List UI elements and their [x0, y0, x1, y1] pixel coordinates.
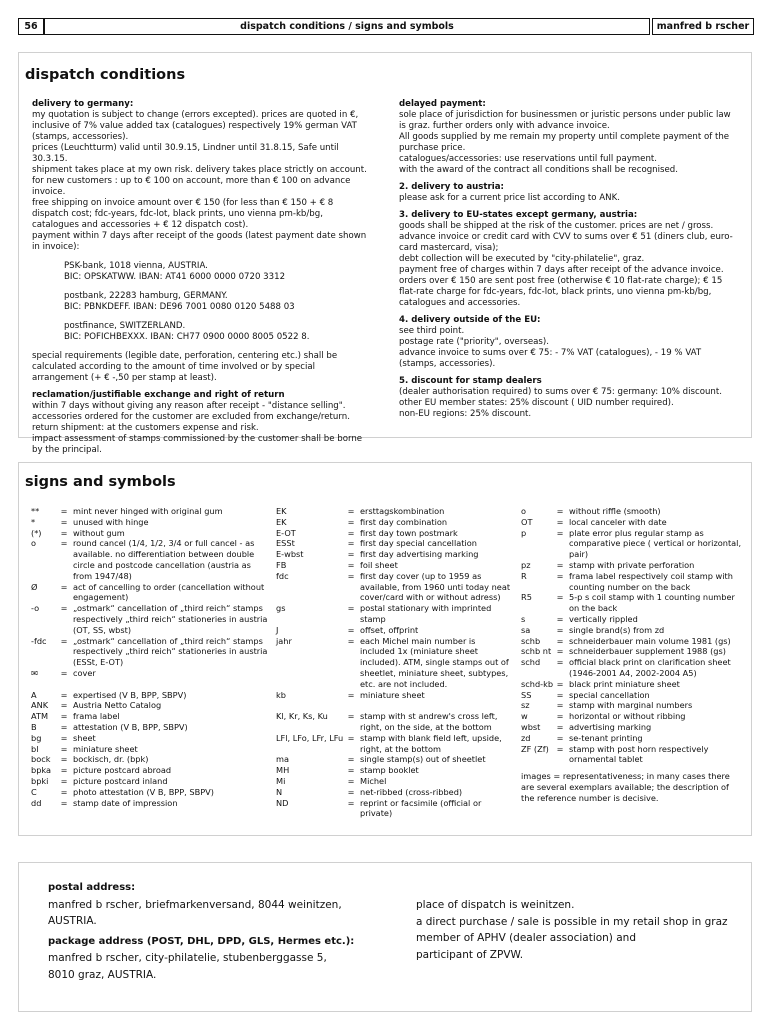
sign-meaning: net-ribbed (cross-ribbed) [360, 786, 463, 797]
signs-column-3 [521, 506, 743, 765]
sign-key: E-OT [276, 527, 296, 538]
sign-key: p [521, 527, 527, 538]
sign-meaning: frama label [73, 711, 120, 722]
sign-entry [31, 733, 269, 744]
sign-key: ESSt [276, 538, 295, 549]
equals-sign: = [556, 743, 564, 754]
dispatch-info-line: a direct purchase / sale is possible in my retail shop in graz [416, 915, 728, 928]
sign-meaning: official black print on clarification sheet (1946-2001 A4, 2002-2004 A5) [569, 657, 731, 678]
equals-sign: = [556, 646, 564, 657]
sign-entry [31, 776, 269, 787]
dispatch-right-column [399, 99, 739, 420]
sign-key: fdc [276, 570, 289, 581]
sign-meaning: act of cancelling to order (cancellation without engagement) [73, 581, 265, 603]
sign-meaning: expertised (V B, BPP, SBPV) [73, 689, 187, 700]
bank-detail-line: BIC: PBNKDEFF. IBAN: DE96 7001 0080 0120 5488 03 [64, 302, 295, 312]
signs-column-2 [276, 506, 511, 819]
dispatch-info-block [416, 897, 746, 963]
sign-meaning: stamp with post horn respectively ornamental tablet [569, 743, 709, 765]
equals-sign: = [347, 786, 355, 797]
sign-key: bl [31, 743, 39, 754]
sign-entry [276, 538, 511, 549]
sign-meaning: stamp with st andrew's cross left, right, on the side, at the bottom [360, 711, 498, 732]
equals-sign: = [60, 754, 68, 765]
section-label: delivery to germany: [32, 99, 134, 109]
sign-entry [521, 722, 743, 733]
sign-key: jahr [276, 635, 292, 646]
paragraph: special requirements (legible date, perforation, centering etc.) shall be calculated according to the amount of time involved or by special arrangement (+ € -,50 per stamp at least). [32, 351, 338, 383]
sign-meaning: plate error plus regular stamp as comparative piece ( vertical or horizontal, pair) [569, 527, 742, 560]
sign-key: bpki [31, 775, 49, 786]
sign-entry [521, 614, 743, 625]
sign-entry [276, 571, 511, 603]
postal-address-line: AUSTRIA. [48, 915, 97, 927]
sign-meaning: schneiderbauer main volume 1981 (gs) [569, 635, 731, 646]
sign-key: -fdc [31, 635, 47, 646]
equals-sign: = [60, 516, 68, 527]
equals-sign: = [347, 603, 355, 614]
paragraph: non-EU regions: 25% discount. [399, 409, 532, 419]
sign-key: N [276, 786, 283, 797]
sign-meaning: miniature sheet [73, 743, 138, 754]
equals-sign: = [347, 732, 355, 743]
sign-meaning: Michel [360, 775, 387, 786]
sign-entry [276, 787, 511, 798]
sign-meaning: single stamp(s) out of sheetlet [360, 754, 486, 765]
images-note: images = representativeness; in many cases there are several exemplars available; the description of the reference number is decisive. [521, 771, 730, 803]
paragraph: other EU member states: 25% discount ( UID number required). [399, 398, 674, 408]
sign-entry [276, 603, 511, 625]
equals-sign: = [60, 786, 68, 797]
sign-meaning: picture postcard inland [73, 775, 168, 786]
sign-key: B [31, 721, 37, 732]
sign-key: ZF (Zf) [521, 743, 549, 754]
sign-entry [31, 582, 269, 604]
sign-meaning: first day advertising marking [360, 549, 479, 560]
paragraph: sole place of jurisdiction for businessmen or juristic persons under public law is graz. further orders only with advance invoice. [399, 110, 731, 131]
dispatch-info-line: participant of ZPVW. [416, 948, 524, 961]
sign-meaning: first day town postmark [360, 527, 458, 538]
page-number: 56 [18, 18, 44, 35]
postal-address-line: manfred b rscher, briefmarkenversand, 8044 weinitzen, [48, 898, 342, 911]
sign-key: FB [276, 559, 287, 570]
equals-sign: = [60, 527, 68, 538]
paragraph: with the award of the contract all conditions shall be recognised. [399, 165, 678, 175]
paragraph: within 7 days without giving any reason after receipt - "distance selling". [32, 401, 346, 411]
sign-key: R [521, 570, 527, 581]
bank-detail-line: postfinance, SWITZERLAND. [64, 321, 186, 331]
equals-sign: = [556, 506, 564, 516]
paragraph: return shipment: at the customers expense and risk. [32, 423, 259, 433]
equals-sign: = [556, 613, 564, 624]
sign-entry [276, 517, 511, 528]
sign-key: w [521, 711, 528, 722]
sign-meaning: schneiderbauer supplement 1988 (gs) [569, 646, 726, 657]
sign-key: LFl, LFo, LFr, LFu [276, 732, 344, 743]
sign-key: o [31, 538, 37, 549]
bank-detail-line: BIC: POFICHBEXXX. IBAN: CH77 0900 0000 8005 0522 8. [64, 332, 310, 342]
brand-name: manfred b rscher [652, 18, 754, 35]
sign-meaning: cover [73, 667, 96, 678]
sign-key: schd-kb [521, 678, 554, 689]
sign-key: wbst [521, 721, 541, 732]
equals-sign: = [60, 506, 68, 516]
section-label: reclamation/justifiable exchange and right of return [32, 390, 285, 400]
equals-sign: = [347, 624, 355, 635]
bank-detail-line: PSK-bank, 1018 vienna, AUSTRIA. [64, 261, 208, 271]
sign-key: gs [276, 603, 286, 614]
spacer [32, 253, 370, 261]
sign-key: EK [276, 516, 287, 527]
sign-entry [31, 754, 269, 765]
paragraph: advance invoice to sums over € 75: - 7% VAT (catalogues), - 19 % VAT (stamps, accessories). [399, 348, 702, 369]
sign-meaning: round cancel (1/4, 1/2, 3/4 or full cancel - as available. no differentiation between double circle and postcode cancellation (austria as from 1947/48) [73, 538, 255, 581]
sign-entry [31, 668, 269, 679]
paragraph: goods shall be shipped at the risk of the customer. prices are net / gross. [399, 221, 714, 231]
equals-sign: = [60, 711, 68, 722]
sign-entry [521, 571, 743, 593]
sign-key: zd [521, 732, 531, 743]
equals-sign: = [60, 538, 68, 549]
sign-meaning: black print miniature sheet [569, 678, 680, 689]
sign-entry [276, 776, 511, 787]
sign-key: schb [521, 635, 541, 646]
sign-key: R5 [521, 592, 532, 603]
sign-key: bock [31, 754, 51, 765]
section-label: 5. discount for stamp dealers [399, 376, 542, 386]
equals-sign: = [556, 721, 564, 732]
equals-sign: = [60, 635, 68, 646]
equals-sign: = [556, 678, 564, 689]
equals-sign: = [347, 754, 355, 765]
sign-meaning: reprint or facsimile (official or private) [360, 797, 482, 819]
page-header-title: dispatch conditions / signs and symbols [44, 18, 650, 35]
paragraph: payment free of charges within 7 days after receipt of the advance invoice. [399, 265, 724, 275]
equals-sign: = [347, 797, 355, 808]
paragraph: catalogues/accessories: use reservations until full payment. [399, 154, 658, 164]
sign-key: C [31, 786, 37, 797]
sign-entry [31, 787, 269, 798]
sign-entry [521, 657, 743, 679]
sign-entry [276, 549, 511, 560]
section-label: 4. delivery outside of the EU: [399, 315, 541, 325]
equals-sign: = [347, 538, 355, 549]
sign-meaning: special cancellation [569, 689, 650, 700]
sign-key: ATM [31, 711, 49, 722]
paragraph: see third point. [399, 326, 465, 336]
paragraph: All goods supplied by me remain my property until complete payment of the purchase price. [399, 132, 730, 153]
postal-address-block [48, 880, 378, 983]
sign-entry [31, 517, 269, 528]
sign-meaning: „ostmark“ cancellation of „third reich“ stamps respectively „third reich“ stationeries in austria (OT, SS, wbst) [73, 603, 268, 635]
paragraph: postage rate ("priority", overseas). [399, 337, 549, 347]
equals-sign: = [556, 711, 564, 722]
sign-key: * [31, 516, 36, 527]
sign-meaning: se-tenant printing [569, 732, 643, 743]
sign-key: A [31, 689, 37, 700]
equals-sign: = [60, 689, 68, 700]
sign-entry [521, 700, 743, 711]
package-address-line: manfred b rscher, city-philatelie, stubenberggasse 5, [48, 952, 327, 964]
sign-key: dd [31, 797, 42, 808]
paragraph: for new customers : up to € 100 on account, more than € 100 on advance invoice. [32, 176, 351, 197]
equals-sign: = [556, 527, 564, 538]
sign-entry [31, 765, 269, 776]
sign-entry [521, 733, 743, 744]
dispatch-conditions-heading: dispatch conditions [25, 67, 186, 83]
sign-key: ANK [31, 700, 49, 711]
sign-entry [521, 528, 743, 560]
bank-detail-line: BIC: OPSKATWW. IBAN: AT41 6000 0000 0720 3312 [64, 272, 286, 282]
equals-sign: = [556, 689, 564, 700]
equals-sign: = [60, 700, 68, 711]
sign-entry [276, 528, 511, 539]
sign-entry [31, 538, 269, 581]
spacer [32, 313, 370, 321]
spacer [32, 343, 370, 351]
sign-entry [276, 765, 511, 776]
sign-meaning: first day special cancellation [360, 538, 477, 549]
sign-entry [276, 711, 511, 733]
sign-entry [276, 625, 511, 636]
sign-entry [31, 700, 269, 711]
sign-entry [31, 722, 269, 733]
sign-key: EK [276, 506, 287, 516]
sign-entry [276, 506, 511, 517]
equals-sign: = [347, 570, 355, 581]
dispatch-left-column [32, 99, 370, 456]
sign-entry [521, 646, 743, 657]
sign-meaning: photo attestation (V B, BPP, SBPV) [73, 786, 214, 797]
sign-key: bg [31, 732, 42, 743]
sign-meaning: ersttagskombination [360, 506, 445, 516]
equals-sign: = [347, 549, 355, 560]
bank-detail-line: postbank, 22283 hamburg, GERMANY. [64, 291, 228, 301]
equals-sign: = [60, 765, 68, 776]
signs-symbols-heading: signs and symbols [25, 474, 176, 490]
paragraph: prices (Leuchtturm) valid until 30.9.15, Lindner until 31.8.15, Safe until 30.3.15. [32, 143, 339, 164]
sign-entry [521, 679, 743, 690]
sign-key: ** [31, 506, 40, 516]
sign-key: kb [276, 689, 286, 700]
equals-sign: = [347, 689, 355, 700]
sign-key: s [521, 613, 526, 624]
sign-key: ma [276, 754, 289, 765]
paragraph: accessories ordered for the customer are excluded from exchange/return. [32, 412, 350, 422]
sign-meaning: without riffle (smooth) [569, 506, 661, 516]
sign-entry [31, 528, 269, 539]
equals-sign: = [347, 527, 355, 538]
equals-sign: = [60, 732, 68, 743]
sign-key: Kl, Kr, Ks, Ku [276, 711, 328, 722]
equals-sign: = [60, 797, 68, 808]
sign-entry [276, 636, 511, 690]
spacer [32, 283, 370, 291]
paragraph: advance invoice or credit card with CVV to sums over € 51 (diners club, euro-card mastercard, visa); [399, 232, 733, 253]
equals-sign: = [347, 516, 355, 527]
sign-key: schb nt [521, 646, 552, 657]
sign-meaning: stamp with marginal numbers [569, 700, 693, 711]
sign-entry [521, 690, 743, 701]
equals-sign: = [556, 592, 564, 603]
equals-sign: = [60, 667, 68, 678]
sign-entry [31, 690, 269, 701]
sign-key: (*) [31, 527, 42, 538]
sign-entry [31, 636, 269, 668]
equals-sign: = [347, 711, 355, 722]
sign-meaning: picture postcard abroad [73, 765, 172, 776]
sign-meaning: stamp with blank field left, upside, right, at the bottom [360, 732, 502, 754]
equals-sign: = [347, 559, 355, 570]
equals-sign: = [60, 775, 68, 786]
sign-meaning: miniature sheet [360, 689, 425, 700]
sign-entry [276, 560, 511, 571]
equals-sign: = [556, 624, 564, 635]
sign-meaning: 5-p s coil stamp with 1 counting number on the back [569, 592, 735, 614]
section-label: delayed payment: [399, 99, 486, 109]
paragraph: debt collection will be executed by "city-philatelie", graz. [399, 254, 645, 264]
paragraph: impact assessment of stamps commissioned by the customer shall be borne by the principal. [32, 434, 363, 455]
sign-key: pz [521, 559, 531, 570]
sign-entry [521, 636, 743, 647]
sign-key: MH [276, 765, 290, 776]
sign-entry [521, 711, 743, 722]
sign-key: SS [521, 689, 532, 700]
sign-entry [521, 506, 743, 517]
sign-meaning: unused with hinge [73, 516, 149, 527]
equals-sign: = [60, 581, 68, 592]
section-label: 2. delivery to austria: [399, 182, 504, 192]
paragraph: orders over € 150 are sent post free (otherwise € 10 flat-rate charge); € 15 flat-rate charge for fdc-years, fdc-lot, black prints, uno vienna pm-kb/bg, catalogues and accessories. [399, 276, 723, 308]
equals-sign: = [556, 559, 564, 570]
sign-entry [276, 798, 511, 820]
sign-meaning: stamp booklet [360, 765, 419, 776]
sign-meaning: Austria Netto Catalog [73, 700, 162, 711]
sign-key: ✉ [31, 667, 38, 678]
sign-meaning: each Michel main number is included 1x (miniature sheet included). ATM, single stamps out of sheetlet, miniature sheet, subtypes, etc. are not included. [360, 635, 509, 689]
sign-entry [521, 560, 743, 571]
sign-meaning: stamp date of impression [73, 797, 178, 808]
sign-meaning: bockisch, dr. (bpk) [73, 754, 149, 765]
sign-meaning: frama label respectively coil stamp with counting number on the back [569, 570, 733, 592]
sign-entry [31, 711, 269, 722]
equals-sign: = [60, 603, 68, 614]
equals-sign: = [347, 765, 355, 776]
sign-meaning: postal stationary with imprinted stamp [360, 603, 492, 624]
sign-meaning: without gum [73, 527, 125, 538]
sign-key: o [521, 506, 527, 516]
postal-address-title: postal address: [48, 882, 136, 893]
sign-meaning: attestation (V B, BPP, SBPV) [73, 721, 188, 732]
equals-sign: = [60, 743, 68, 754]
dispatch-info-line: member of APHV (dealer association) and [416, 932, 636, 944]
section-label: 3. delivery to EU-states except germany, austria: [399, 210, 638, 220]
equals-sign: = [556, 635, 564, 646]
paragraph: (dealer authorisation required) to sums over € 75: germany: 10% discount. [399, 387, 722, 397]
dispatch-info-line: place of dispatch is weinitzen. [416, 899, 575, 911]
sign-meaning: first day cover (up to 1959 as available, from 1960 unti today neat cover/card with or without adress) [360, 570, 511, 603]
sign-entry [31, 798, 269, 809]
sign-key: E-wbst [276, 549, 304, 560]
sign-meaning: sheet [73, 732, 96, 743]
sign-key: bpka [31, 765, 52, 776]
sign-meaning: horizontal or without ribbing [569, 711, 686, 722]
sign-entry [31, 506, 269, 517]
sign-meaning: single brand(s) from zd [569, 624, 665, 635]
sign-key: schd [521, 657, 541, 668]
sign-entry [521, 744, 743, 766]
equals-sign: = [556, 700, 564, 711]
sign-meaning: offset, offprint [360, 624, 419, 635]
paragraph: please ask for a current price list according to ANK. [399, 193, 620, 203]
sign-meaning: vertically rippled [569, 613, 638, 624]
sign-key: Ø [31, 581, 38, 592]
sign-key: sa [521, 624, 531, 635]
paragraph: my quotation is subject to change (errors excepted). prices are quoted in €, inclusive of 7% value added tax (catalogues) respectively 19% german VAT (stamps, accessories). [32, 110, 359, 142]
sign-meaning: „ostmark“ cancellation of „third reich“ stamps respectively „third reich“ stationeries in austria (ESSt, E-OT) [73, 635, 268, 668]
sign-entry [276, 733, 511, 755]
sign-key: ND [276, 797, 289, 808]
equals-sign: = [60, 721, 68, 732]
sign-entry [521, 625, 743, 636]
paragraph: shipment takes place at my own risk. delivery takes place strictly on account. [32, 165, 367, 175]
equals-sign: = [347, 775, 355, 786]
sign-key: OT [521, 516, 533, 527]
sign-meaning: advertising marking [569, 721, 652, 732]
sign-key: Mi [276, 775, 286, 786]
equals-sign: = [556, 732, 564, 743]
equals-sign: = [556, 657, 564, 668]
package-address-title: package address (POST, DHL, DPD, GLS, Hermes etc.): [48, 935, 355, 947]
equals-sign: = [556, 570, 564, 581]
sign-meaning: stamp with private perforation [569, 559, 695, 570]
sign-entry [31, 679, 269, 690]
sign-meaning: first day combination [360, 516, 448, 527]
sign-entry [31, 603, 269, 635]
package-address-line: 8010 graz, AUSTRIA. [48, 968, 157, 981]
equals-sign: = [556, 516, 564, 527]
sign-meaning: mint never hinged with original gum [73, 506, 223, 516]
paragraph: payment within 7 days after receipt of the goods (latest payment date shown in invoice): [32, 231, 367, 252]
sign-entry [31, 744, 269, 755]
sign-entry [276, 690, 511, 701]
sign-entry [276, 700, 511, 711]
equals-sign: = [347, 635, 355, 646]
sign-meaning: local canceler with date [569, 516, 667, 527]
sign-entry [276, 754, 511, 765]
sign-key: J [276, 624, 279, 635]
sign-key: sz [521, 700, 530, 711]
sign-entry [521, 592, 743, 614]
equals-sign: = [347, 506, 355, 516]
signs-column-1 [31, 506, 269, 808]
sign-entry [521, 517, 743, 528]
sign-meaning: foil sheet [360, 559, 398, 570]
sign-key: -o [31, 603, 40, 614]
paragraph: free shipping on invoice amount over € 150 (for less than € 150 + € 8 dispatch cost; fdc-years, fdc-lot, black prints, uno vienna pm-kb/bg, catalogues and accessories + € 12 dispatch cost). [32, 198, 334, 230]
